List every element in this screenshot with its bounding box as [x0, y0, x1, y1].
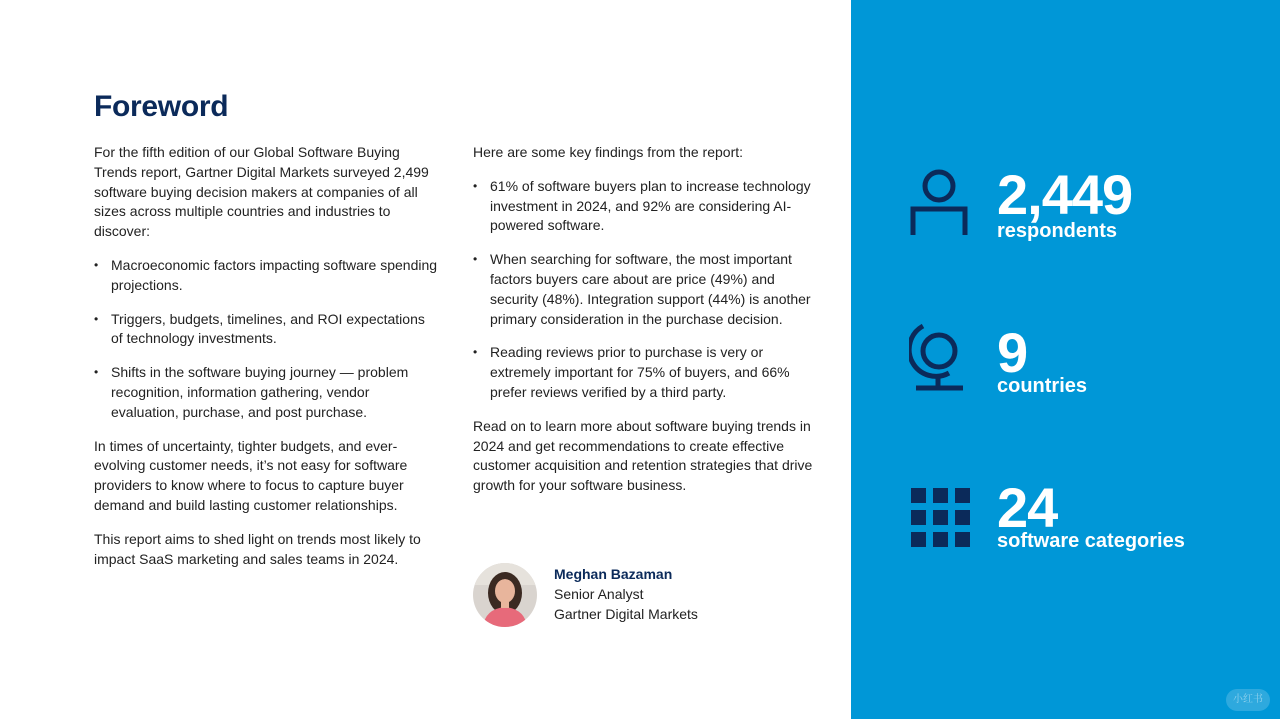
- author-photo-icon: [473, 563, 537, 627]
- author-text: [554, 563, 698, 624]
- findings-list: [473, 177, 818, 403]
- findings-intro: Here are some key findings from the report:: [473, 144, 744, 160]
- grid-icon: [909, 486, 973, 550]
- list-item: • Triggers, budgets, timelines, and ROI expectations of technology investments.: [94, 310, 439, 350]
- list-item: • Reading reviews prior to purchase is very or extremely important for 75% of buyers, and 66% prefer reviews verified by a third party.: [473, 343, 818, 402]
- closing-paragraph: Read on to learn more about software buying trends in 2024 and get recommendations to create effective customer acquisition and retention strategies that drive growth for your software business.: [473, 417, 813, 494]
- list-item: • When searching for software, the most important factors buyers care about are price (49%) and security (48%). Integration support (44%) is another primary consideration in the purchase decision.: [473, 250, 818, 329]
- person-icon: [909, 169, 969, 237]
- author-name: Meghan Bazaman: [554, 566, 673, 582]
- stat-number: 2,449: [997, 163, 1133, 226]
- author-role: Senior Analyst: [554, 585, 644, 602]
- stat-label: software categories: [997, 530, 1185, 552]
- list-item: • 61% of software buyers plan to increase technology investment in 2024, and 92% are considering AI-powered software.: [473, 177, 818, 236]
- discovery-list: [94, 256, 439, 423]
- avatar: [473, 563, 537, 627]
- stats-panel: [851, 0, 1280, 719]
- left-column: [94, 143, 439, 583]
- list-item: • Shifts in the software buying journey — problem recognition, information gathering, vendor evaluation, purchase, and post purchase.: [94, 363, 439, 422]
- author-company: Gartner Digital Markets: [554, 605, 698, 622]
- stat-label: respondents: [997, 220, 1118, 242]
- list-item: • Macroeconomic factors impacting software spending projections.: [94, 256, 439, 296]
- middle-column: [473, 143, 818, 510]
- intro-paragraph: For the fifth edition of our Global Software Buying Trends report, Gartner Digital Markets surveyed 2,499 software buying decision makers at companies of all sizes across multiple countries and industries to discover:: [94, 144, 429, 240]
- uncertainty-paragraph: In times of uncertainty, tighter budgets, and ever-evolving customer needs, it’s not easy for software providers to know where to focus to capture buyer demand and build lasting customer relationships.: [94, 437, 408, 513]
- stat-number: 24: [997, 476, 1058, 539]
- stat-number: 9: [997, 321, 1028, 384]
- globe-icon: [909, 322, 969, 392]
- aim-paragraph: This report aims to shed light on trends most likely to impact SaaS marketing and sales teams in 2024.: [94, 530, 421, 567]
- author-block: [473, 563, 698, 627]
- watermark-badge: 小红书: [1226, 689, 1270, 711]
- page-title: Foreword: [94, 90, 229, 123]
- stat-label: countries: [997, 375, 1088, 397]
